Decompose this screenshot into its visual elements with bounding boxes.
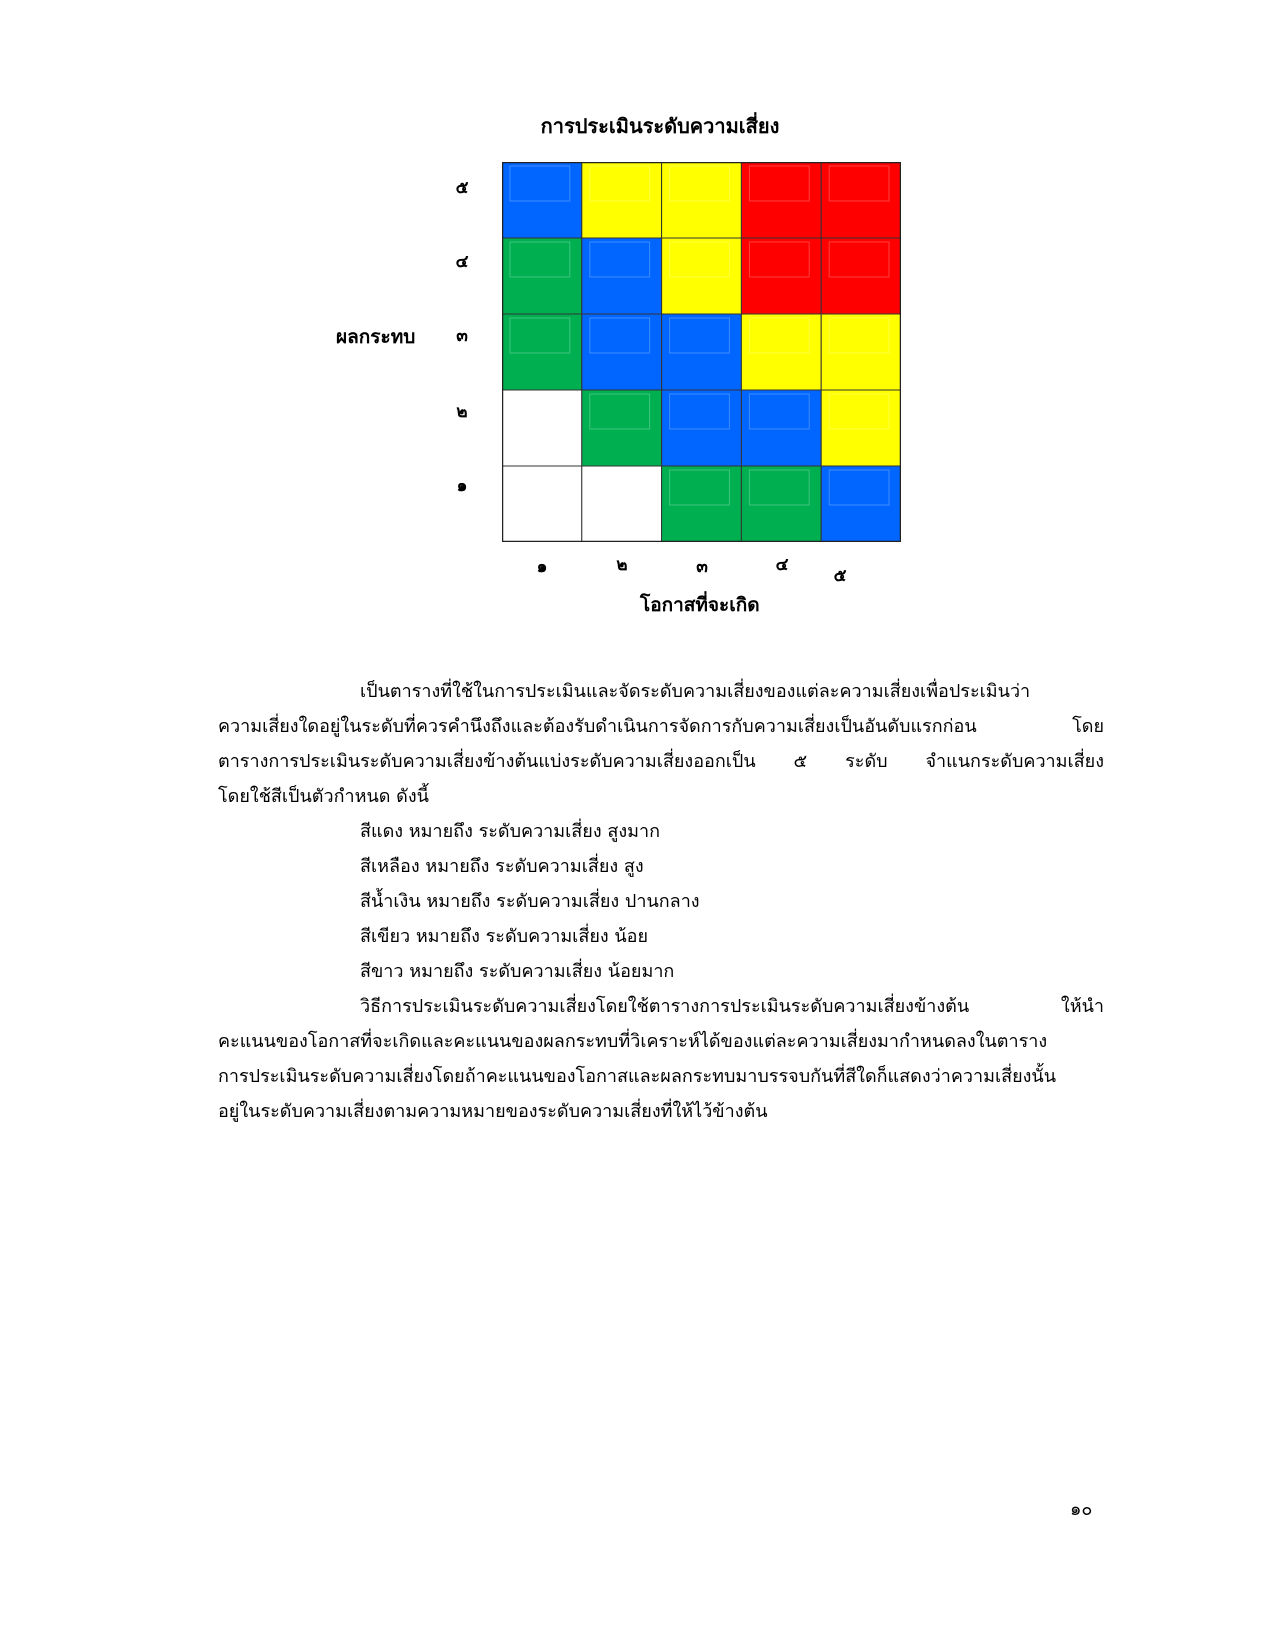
legend-item-yellow: สีเหลือง หมายถึง ระดับความเสี่ยง สูง (360, 856, 644, 877)
paragraph-line: เป็นตารางที่ใช้ในการประเมินและจัดระดับความเสี่ยงของแต่ละความเสี่ยงเพื่อประเมินว่า (360, 681, 1031, 702)
paragraph-line: อยู่ในระดับความเสี่ยงตามความหมายของระดับความเสี่ยงที่ให้ไว้ข้างต้น (218, 1101, 768, 1122)
paragraph-method (218, 989, 1104, 1129)
x-tick-2: ๒ (616, 555, 628, 575)
legend-item-red: สีแดง หมายถึง ระดับความเสี่ยง สูงมาก (360, 821, 660, 842)
paragraph-line: การประเมินระดับความเสี่ยงโดยถ้าคะแนนของโอกาสและผลกระทบมาบรรจบกันที่สีใดก็แสดงว่าความเสี่ยงนั้น (218, 1066, 1057, 1087)
y-tick-2: ๒ (456, 402, 468, 422)
x-tick-4: ๔ (775, 555, 789, 575)
color-legend-list (360, 814, 700, 989)
y-axis-label: ผลกระทบ (336, 326, 416, 348)
y-tick-4: ๔ (455, 252, 469, 272)
y-tick-5: ๕ (455, 178, 469, 198)
paragraph-line: ความเสี่ยงใดอยู่ในระดับที่ควรคำนึงถึงและต้องรับดำเนินการจัดการกับความเสี่ยงเป็นอันดับแรกก่อน โดย (218, 716, 1104, 737)
paragraph-line: โดยใช้สีเป็นตัวกำหนด ดังนี้ (218, 786, 429, 807)
legend-item-white: สีขาว หมายถึง ระดับความเสี่ยง น้อยมาก (360, 961, 675, 982)
paragraph-intro (218, 674, 1104, 814)
legend-item-green: สีเขียว หมายถึง ระดับความเสี่ยง น้อย (360, 926, 649, 947)
x-tick-1: ๑ (536, 557, 548, 577)
matrix-cell-impact1-likelihood2-white (582, 466, 662, 542)
x-axis-label: โอกาสที่จะเกิด (640, 594, 760, 616)
matrix-cell-impact1-likelihood1-white (502, 466, 582, 542)
paragraph-line: ตารางการประเมินระดับความเสี่ยงข้างต้นแบ่งระดับความเสี่ยงออกเป็น ๕ ระดับ จำแนกระดับความเสี่ยง (218, 751, 1104, 772)
x-tick-3: ๓ (696, 557, 708, 577)
x-tick-5: ๕ (833, 566, 847, 586)
legend-item-blue: สีน้ำเงิน หมายถึง ระดับความเสี่ยง ปานกลาง (360, 891, 700, 912)
y-tick-3: ๓ (456, 326, 468, 346)
page-number: ๑๐ (1070, 1499, 1093, 1520)
paragraph-line: วิธีการประเมินระดับความเสี่ยงโดยใช้ตารางการประเมินระดับความเสี่ยงข้างต้น ให้นำ (360, 996, 1104, 1017)
matrix-cell-impact2-likelihood1-white (502, 390, 582, 466)
paragraph-line: คะแนนของโอกาสที่จะเกิดและคะแนนของผลกระทบที่วิเคราะห์ได้ของแต่ละความเสี่ยงมากำหนดลงในตาราง (218, 1031, 1048, 1052)
chart-title: การประเมินระดับความเสี่ยง (540, 114, 780, 138)
risk-matrix (502, 162, 901, 542)
y-tick-1: ๑ (456, 476, 468, 496)
